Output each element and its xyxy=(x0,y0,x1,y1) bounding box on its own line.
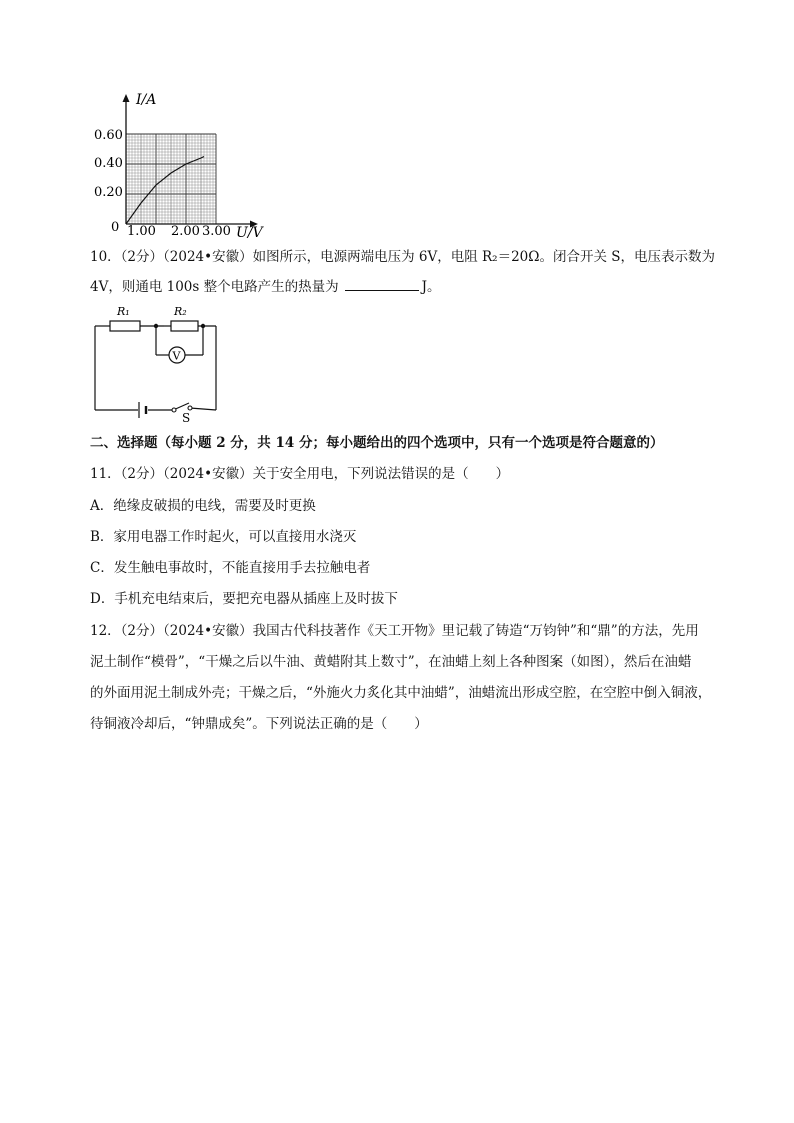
q12-line-3: 的外面用泥土制成外壳；干燥之后，“外施火力炙化其中油蜡”，油蜡流出形成空腔，在空腔中倒入铜液， xyxy=(90,685,712,701)
q11-option-c[interactable]: C．发生触电事故时，不能直接用手去拉触电者 xyxy=(90,560,371,576)
resistor-r1 xyxy=(110,321,140,331)
junction-dot xyxy=(201,324,205,328)
switch-label: S xyxy=(182,411,191,422)
x-tick-label: 1.00 xyxy=(127,224,156,239)
answer-blank[interactable] xyxy=(345,278,419,291)
graph-axes xyxy=(123,94,259,228)
q10-line-2-text: 4V，则通电 100s 整个电路产生的热量为 xyxy=(90,279,339,295)
graph-grid xyxy=(126,134,216,224)
q11-option-d[interactable]: D．手机充电结束后，要把充电器从插座上及时拔下 xyxy=(90,591,398,607)
y-axis-arrow-icon xyxy=(123,94,130,102)
q11-option-b[interactable]: B．家用电器工作时起火，可以直接用水浇灭 xyxy=(90,529,357,545)
iu-graph xyxy=(90,88,290,240)
battery-icon xyxy=(139,402,146,418)
q10-line-1: 10．（2分）（2024•安徽）如图所示，电源两端电压为 6V，电阻 R₂＝20Ω。闭合开关 S，电压表示数为 xyxy=(90,249,715,265)
y-tick-label: 0.20 xyxy=(94,185,123,200)
q11-option-a[interactable]: A．绝缘皮破损的电线，需要及时更换 xyxy=(90,498,316,514)
voltmeter-label: V xyxy=(172,349,181,363)
q10-unit: J。 xyxy=(421,279,441,295)
x-tick-label: 2.00 xyxy=(171,224,200,239)
q12-line-4: 待铜液冷却后，“钟鼎成矣”。下列说法正确的是（ ） xyxy=(90,716,428,732)
q12-line-1: 12．（2分）（2024•安徽）我国古代科技著作《天工开物》里记载了铸造“万钧钟”和“鼎”的方法，先用 xyxy=(90,623,699,639)
y-tick-label: 0.40 xyxy=(94,156,123,171)
circuit-diagram xyxy=(88,300,228,422)
q10-line-2 xyxy=(90,278,441,296)
section-heading: 二、选择题（每小题 2 分，共 14 分；每小题给出的四个选项中，只有一个选项是符合题意的） xyxy=(90,435,664,451)
q11-stem: 11．（2分）（2024•安徽）关于安全用电，下列说法错误的是（ ） xyxy=(90,466,510,482)
resistor-r2 xyxy=(171,321,198,331)
r2-label: R₂ xyxy=(174,305,187,318)
r1-label: R₁ xyxy=(117,305,130,318)
x-tick-label: 3.00 xyxy=(202,224,231,239)
junction-dot xyxy=(154,324,158,328)
y-tick-label: 0.60 xyxy=(94,128,123,143)
y-axis-label: I/A xyxy=(136,92,157,108)
q12-line-2: 泥土制作“模骨”，“干燥之后以牛油、黄蜡附其上数寸”，在油蜡上刻上各种图案（如图），然后在油蜡 xyxy=(90,654,692,670)
origin-label: 0 xyxy=(111,220,120,235)
x-axis-label: U/V xyxy=(236,225,263,240)
